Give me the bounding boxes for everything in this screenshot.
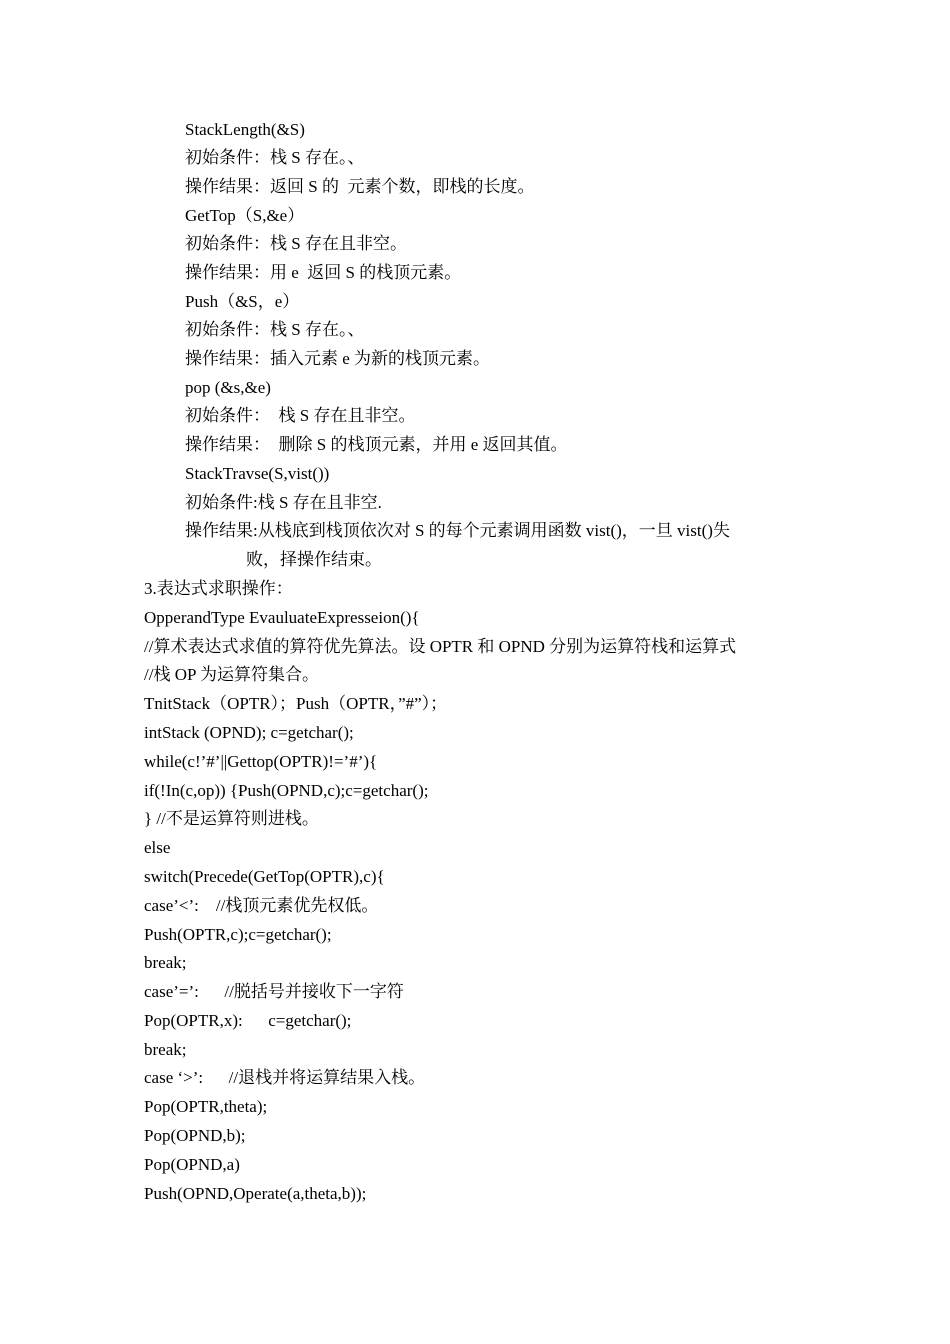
text-line: GetTop（S,&e） [185,206,305,225]
text-line: StackTravse(S,vist()) [185,464,330,483]
code-line: case’<’: //栈顶元素优先权低。 [144,896,379,915]
code-line: OpperandType EvauluateExpresseion(){ [144,608,420,627]
text-line: 初始条件：栈 S 存在且非空。 [185,234,407,253]
code-comment-line: //栈 OP 为运算符集合。 [144,665,320,684]
text-line: Push（&S，e） [185,292,300,311]
text-line: 操作结果：返回 S 的 元素个数，即栈的长度。 [185,177,535,196]
code-line: Push(OPTR,c);c=getchar(); [144,925,332,944]
code-line: Pop(OPND,b); [144,1126,246,1145]
code-line: intStack (OPND); c=getchar(); [144,723,354,742]
text-line: StackLength(&S) [185,120,305,139]
text-line: 操作结果： 删除 S 的栈顶元素，并用 e 返回其值。 [185,435,568,454]
text-line: 初始条件：栈 S 存在。、 [185,320,365,339]
code-line: case’=’: //脱括号并接收下一字符 [144,982,404,1001]
text-line: 初始条件:栈 S 存在且非空. [185,493,382,512]
code-line: Pop(OPTR,theta); [144,1097,268,1116]
code-line: break; [144,1040,187,1059]
code-line: break; [144,953,187,972]
code-line: switch(Precede(GetTop(OPTR),c){ [144,867,385,886]
text-line: 初始条件：栈 S 存在。、 [185,148,365,167]
text-line: 初始条件： 栈 S 存在且非空。 [185,406,416,425]
code-line: } //不是运算符则进栈。 [144,809,319,828]
code-line: else [144,838,171,857]
code-line: Push(OPND,Operate(a,theta,b)); [144,1184,367,1203]
text-line: 操作结果:从栈底到栈顶依次对 S 的每个元素调用函数 vist()，一旦 vist()失 [185,521,730,540]
code-line: case ‘>’: //退栈并将运算结果入栈。 [144,1068,426,1087]
text-line: 操作结果：用 e 返回 S 的栈顶元素。 [185,263,462,282]
text-line: 操作结果：插入元素 e 为新的栈顶元素。 [185,349,491,368]
code-line: if(!In(c,op)) {Push(OPND,c);c=getchar(); [144,781,429,800]
section-heading: 3.表达式求职操作： [144,579,293,598]
code-line: Pop(OPND,a) [144,1155,240,1174]
code-comment-line: //算术表达式求值的算符优先算法。设 OPTR 和 OPND 分别为运算符栈和运算式 [144,637,737,656]
code-line: TnitStack（OPTR）；Push（OPTR，”#”）； [144,694,448,713]
text-line: 败，择操作结束。 [246,550,382,569]
text-line: pop (&s,&e) [185,378,271,397]
code-line: while(c!’#’||Gettop(OPTR)!=’#’){ [144,752,378,771]
code-line: Pop(OPTR,x): c=getchar(); [144,1011,352,1030]
